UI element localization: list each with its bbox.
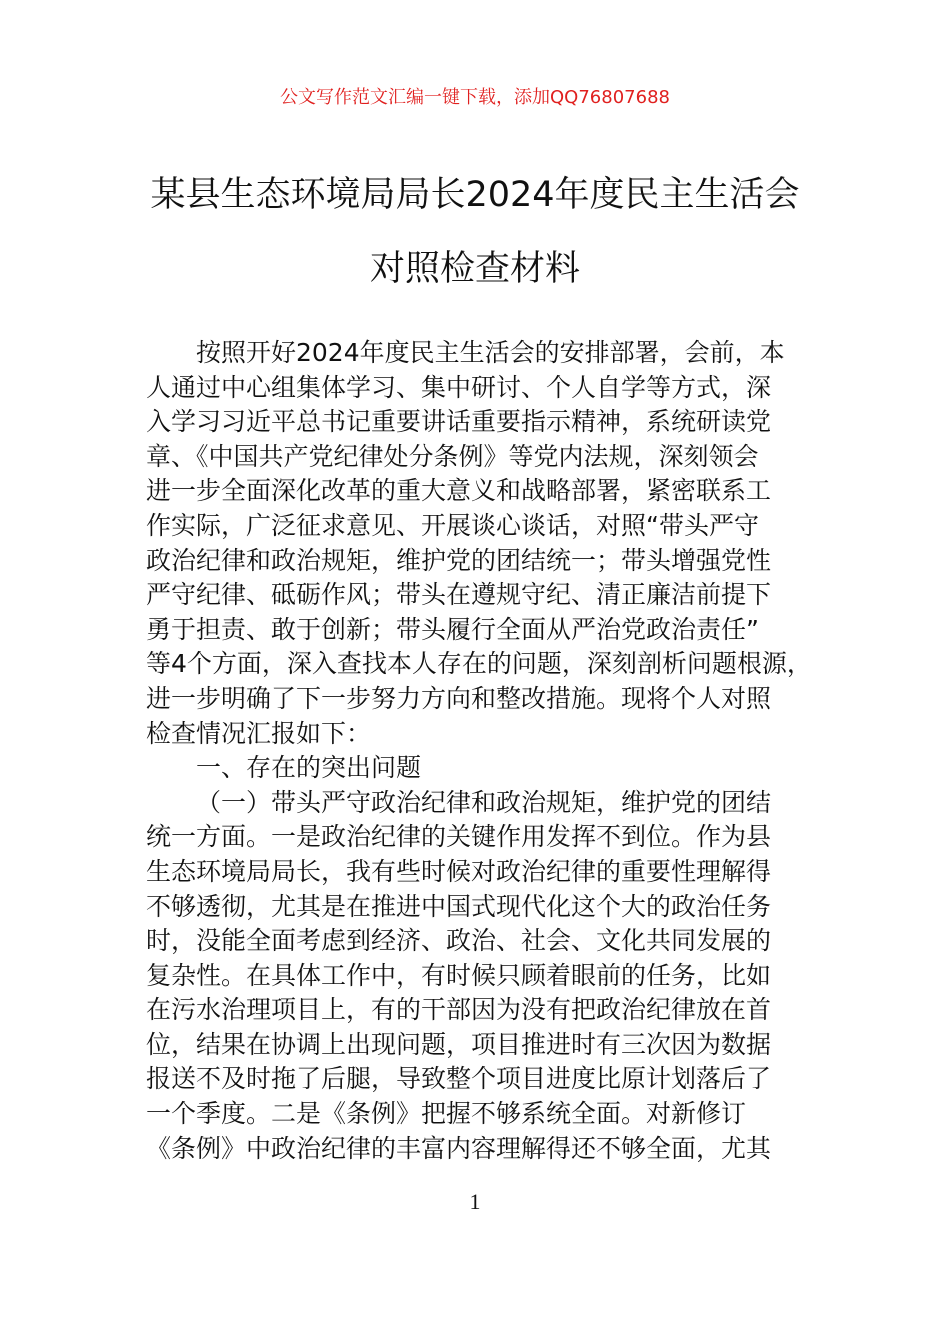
document-title-line-2: 对照检查材料 [369, 249, 580, 289]
document-body [146, 336, 810, 1166]
body-line: 《条例》中政治纪律的丰富内容理解得还不够全面，尤其 [146, 1133, 772, 1163]
body-line: 报送不及时拖了后腿，导致整个项目进度比原计划落后了 [146, 1064, 772, 1094]
body-line: 统一方面。一是政治纪律的关键作用发挥不到位。作为县 [146, 822, 772, 852]
body-line: 一个季度。二是《条例》把握不够系统全面。对新修订 [146, 1099, 747, 1129]
body-line: 不够透彻，尤其是在推进中国式现代化这个大的政治任务 [146, 891, 772, 921]
watermark-banner: 公文写作范文汇编一键下载，添加QQ76807688 [280, 87, 670, 108]
body-line: 进一步明确了下一步努力方向和整改措施。现将个人对照 [146, 683, 772, 713]
body-line: 在污水治理项目上，有的干部因为没有把政治纪律放在首 [146, 995, 772, 1025]
body-line: 勇于担责、敢于创新；带头履行全面从严治党政治责任” [146, 614, 759, 644]
body-line: 位，结果在协调上出现问题，项目推进时有三次因为数据 [146, 1029, 772, 1059]
document-title-line-1: 某县生态环境局局长2024年度民主生活会 [150, 175, 800, 215]
subsection-heading-line: （一）带头严守政治纪律和政治规矩，维护党的团结 [196, 787, 772, 817]
body-line: 复杂性。在具体工作中，有时候只顾着眼前的任务，比如 [146, 960, 772, 990]
body-line: 作实际，广泛征求意见、开展谈心谈话，对照“带头严守 [146, 510, 759, 540]
body-line: 时，没能全面考虑到经济、政治、社会、文化共同发展的 [146, 926, 772, 956]
section-heading: 一、存在的突出问题 [196, 753, 422, 783]
body-line: 严守纪律、砥砺作风；带头在遵规守纪、清正廉洁前提下 [146, 580, 772, 610]
page-number: 1 [469, 1189, 481, 1214]
body-line: 等4个方面，深入查找本人存在的问题，深刻剖析问题根源， [146, 649, 812, 679]
body-line: 按照开好2024年度民主生活会的安排部署，会前，本 [196, 338, 785, 367]
body-line: 进一步全面深化改革的重大意义和战略部署，紧密联系工 [146, 476, 772, 506]
body-line: 人通过中心组集体学习、集中研讨、个人自学等方式，深 [146, 372, 772, 402]
body-line: 章、《中国共产党纪律处分条例》等党内法规，深刻领会 [146, 441, 759, 471]
body-line: 政治纪律和政治规矩，维护党的团结统一；带头增强党性 [146, 545, 772, 575]
body-line: 检查情况汇报如下： [146, 718, 372, 748]
body-line: 入学习习近平总书记重要讲话重要指示精神，系统研读党 [146, 407, 772, 437]
body-line: 生态环境局局长，我有些时候对政治纪律的重要性理解得 [146, 856, 772, 886]
